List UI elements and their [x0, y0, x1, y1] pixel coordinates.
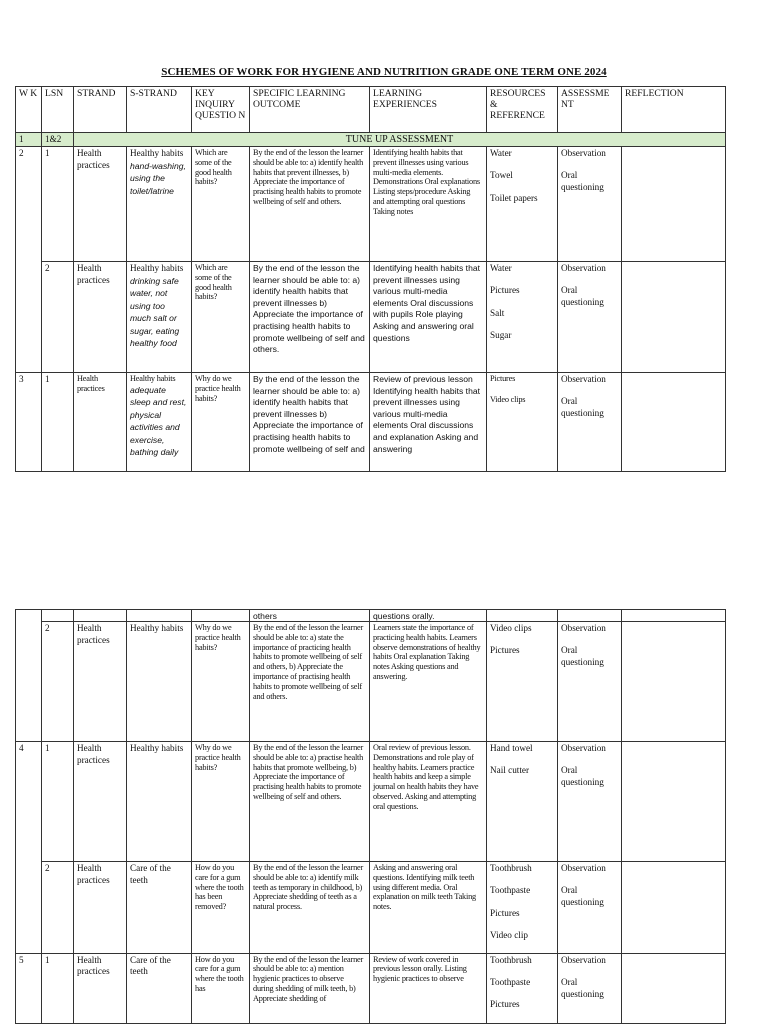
reflection-cell — [622, 147, 726, 262]
table-row — [16, 862, 726, 954]
reflection-cell — [622, 742, 726, 862]
resource-item: Video clips — [490, 623, 532, 633]
outcome-cell: By the end of the lesson the learner should be able to: a) identify health habits that prevent illnesses, b) Appreciate the importance of practising health habits to promote wellbeing of self and others. — [250, 147, 370, 262]
resources-cell — [487, 622, 558, 742]
reflection-cell — [622, 610, 726, 622]
resource-item: Pictures — [490, 999, 520, 1010]
week-cell — [16, 862, 42, 954]
week-cell — [16, 622, 42, 742]
strand-cell: Health practices — [74, 373, 127, 472]
header-learning-experiences: LEARNING EXPERIENCES — [370, 87, 487, 133]
resource-item: Nail cutter — [490, 765, 530, 776]
substrand-cell: Healthy habits — [127, 622, 192, 742]
reflection-cell — [622, 622, 726, 742]
resource-item: Toilet papers — [490, 192, 538, 203]
assessment-cell — [558, 862, 622, 954]
experiences-cell: Identifying health habits that prevent illnesses using various multi-media elements. Demonstrations Oral explanations Listing steps/procedure Asking and attempting oral questions Taking notes — [370, 147, 487, 262]
substrand-cell — [127, 147, 192, 262]
header-strand: STRAND — [74, 87, 127, 133]
reflection-cell — [622, 373, 726, 472]
tune-up-lsn: 1&2 — [42, 133, 74, 147]
resource-item: Sugar — [490, 330, 512, 341]
header-reflection: REFLECTION — [622, 87, 726, 133]
resource-item: Pictures — [490, 645, 520, 656]
tune-up-week: 1 — [16, 133, 42, 147]
assessment-item: Observation — [561, 263, 606, 273]
outcome-cell: By the end of the lesson the learner should be able to: a) identify milk teeth as temporary in childhood, b) Appreciate shedding of teeth as a natural process. — [250, 862, 370, 954]
assessment-cell — [558, 622, 622, 742]
strand-cell: Health practices — [74, 622, 127, 742]
question-cell: How do you care for a gum where the tooth has been removed? — [192, 862, 250, 954]
assessment-item: Oral questioning — [561, 396, 604, 418]
resource-item: Toothbrush — [490, 863, 532, 873]
resource-item: Pictures — [490, 374, 516, 383]
resources-cell — [487, 953, 558, 1023]
table-header-row — [16, 87, 726, 133]
experiences-cell: Oral review of previous lesson. Demonstrations and role play of healthy habits. Learners practice health habits and keep a simple journal on health habits they have observed. Asking and attempting oral questions. — [370, 742, 487, 862]
assessment-cell — [558, 953, 622, 1023]
header-substrand: S-STRAND — [127, 87, 192, 133]
table-row — [16, 742, 726, 862]
resource-item: Towel — [490, 170, 513, 181]
outcome-cell: By the end of the lesson the learner should be able to: a) practise health habits that promote wellbeing, b) Appreciate the importance of practising health habits to promote wellbeing of self and others. — [250, 742, 370, 862]
header-wk: W K — [16, 87, 42, 133]
outcome-cell: By the end of the lesson the learner should be able to: a) identify health habits that prevent illnesses b) Appreciate the importance of practising health habits to promote wellbeing of self and others. — [250, 262, 370, 373]
assessment-cell — [558, 147, 622, 262]
experiences-cell: Identifying health habits that prevent illnesses using various multi-media elements Oral discussions with pupils Role playing Asking and answering oral questions — [370, 262, 487, 373]
header-assessment: ASSESSME NT — [558, 87, 622, 133]
assessment-item: Observation — [561, 148, 606, 158]
experiences-cell: Learners state the importance of practicing health habits. Learners observe demonstrations of healthy habits Oral explanation Taking notes Asking questions and answering. — [370, 622, 487, 742]
question-cell: Which are some of the good health habits? — [192, 262, 250, 373]
header-resources: RESOURCES & REFERENCE — [487, 87, 558, 133]
resource-item: Toothpaste — [490, 885, 531, 896]
assessment-item: Oral questioning — [561, 170, 604, 192]
resource-item: Water — [490, 148, 512, 158]
document-title: SCHEMES OF WORK FOR HYGIENE AND NUTRITION GRADE ONE TERM ONE 2024 — [161, 66, 607, 78]
lesson-cell: 1 — [42, 953, 74, 1023]
header-key-question: KEY INQUIRY QUESTIO N — [192, 87, 250, 133]
question-cell: Why do we practice health habits? — [192, 373, 250, 472]
assessment-item: Observation — [561, 743, 606, 753]
scheme-table-page1 — [15, 86, 726, 472]
resource-item: Water — [490, 263, 512, 273]
week-cell: 4 — [16, 742, 42, 862]
outcome-cell: By the end of the lesson the learner should be able to: a) state the importance of practicing health habits to promote wellbeing of self and others, b) Appreciate the importance of practising health habits to promote wellbeing of self and others. — [250, 622, 370, 742]
question-cell: How do you care for a gum where the tooth has — [192, 953, 250, 1023]
substrand-detail: drinking safe water, not using too much salt or sugar, eating healthy food — [130, 275, 180, 349]
question-cell — [192, 610, 250, 622]
assessment-cell — [558, 610, 622, 622]
table-row — [16, 953, 726, 1023]
resource-item: Pictures — [490, 907, 520, 918]
table-row — [16, 147, 726, 262]
strand-cell: Health practices — [74, 953, 127, 1023]
continuation-row — [16, 610, 726, 622]
assessment-item: Observation — [561, 954, 606, 965]
assessment-item: Observation — [561, 623, 606, 633]
lesson-cell: 2 — [42, 262, 74, 373]
question-cell: Why do we practice health habits? — [192, 742, 250, 862]
outcome-cell: By the end of the lesson the learner should be able to: a) mention hygienic practices to observe during shedding of milk teeth, b) Appreciate shedding of — [250, 953, 370, 1023]
resources-cell — [487, 610, 558, 622]
substrand-title: Healthy habits — [130, 374, 176, 383]
resources-cell — [487, 262, 558, 373]
lesson-cell: 1 — [42, 742, 74, 862]
substrand-cell: Care of the teeth — [127, 953, 192, 1023]
resources-cell — [487, 373, 558, 472]
substrand-title: Healthy habits — [130, 148, 184, 158]
substrand-detail: adequate sleep and rest, physical activities and exercise, bathing daily — [130, 384, 187, 458]
experiences-cell: Asking and answering oral questions. Identifying milk teeth using different media. Oral explanation on milk teeth Taking notes. — [370, 862, 487, 954]
tune-up-label: TUNE UP ASSESSMENT — [74, 133, 726, 147]
assessment-cell — [558, 262, 622, 373]
resource-item: Pictures — [490, 285, 520, 296]
experiences-cell: questions orally. — [370, 610, 487, 622]
outcome-cell: By the end of the lesson the learner should be able to: a) identify health habits that prevent illnesses b) Appreciate the importance of practising health habits to promote wellbeing of self and — [250, 373, 370, 472]
week-cell: 3 — [16, 373, 42, 472]
assessment-item: Oral questioning — [561, 885, 604, 907]
resource-item: Salt — [490, 307, 505, 318]
resource-item: Video clips — [490, 394, 526, 404]
week-cell — [16, 610, 42, 622]
substrand-cell — [127, 610, 192, 622]
assessment-item: Oral questioning — [561, 976, 604, 999]
scheme-table-page2 — [15, 609, 726, 1024]
resources-cell — [487, 147, 558, 262]
resource-item: Video clip — [490, 930, 528, 941]
substrand-cell: Healthy habits — [127, 742, 192, 862]
resources-cell — [487, 742, 558, 862]
substrand-detail: hand-washing, using the toilet/latrine — [130, 160, 186, 196]
reflection-cell — [622, 262, 726, 373]
question-cell: Which are some of the good health habits? — [192, 147, 250, 262]
assessment-item: Oral questioning — [561, 285, 604, 307]
experiences-cell: Review of work covered in previous lesson orally. Listing hygienic practices to observe — [370, 953, 487, 1023]
resource-item: Toothbrush — [490, 954, 532, 965]
table-row — [16, 622, 726, 742]
lesson-cell: 2 — [42, 862, 74, 954]
table-row — [16, 262, 726, 373]
strand-cell: Health practices — [74, 147, 127, 262]
reflection-cell — [622, 862, 726, 954]
substrand-cell — [127, 373, 192, 472]
lesson-cell: 2 — [42, 622, 74, 742]
assessment-item: Observation — [561, 863, 606, 873]
question-cell: Why do we practice health habits? — [192, 622, 250, 742]
outcome-cell: others — [250, 610, 370, 622]
assessment-item: Oral questioning — [561, 765, 604, 787]
strand-cell: Health practices — [74, 262, 127, 373]
substrand-cell — [127, 262, 192, 373]
week-cell: 5 — [16, 953, 42, 1023]
resource-item: Toothpaste — [490, 976, 531, 987]
resources-cell — [487, 862, 558, 954]
substrand-cell: Care of the teeth — [127, 862, 192, 954]
assessment-cell — [558, 742, 622, 862]
strand-cell — [74, 610, 127, 622]
experiences-cell: Review of previous lesson Identifying health habits that prevent illnesses using various multi-media elements Oral discussions and explanation Asking and answering — [370, 373, 487, 472]
assessment-cell — [558, 373, 622, 472]
substrand-title: Healthy habits — [130, 263, 184, 273]
header-lsn: LSN — [42, 87, 74, 133]
resource-item: Hand towel — [490, 743, 533, 753]
lesson-cell: 1 — [42, 147, 74, 262]
tune-up-row — [16, 133, 726, 147]
reflection-cell — [622, 953, 726, 1023]
strand-cell: Health practices — [74, 742, 127, 862]
strand-cell: Health practices — [74, 862, 127, 954]
lesson-cell: 1 — [42, 373, 74, 472]
lesson-cell — [42, 610, 74, 622]
header-learning-outcome: SPECIFIC LEARNING OUTCOME — [250, 87, 370, 133]
assessment-item: Observation — [561, 374, 606, 384]
week-cell: 2 — [16, 147, 42, 262]
table-row — [16, 373, 726, 472]
week-cell — [16, 262, 42, 373]
assessment-item: Oral questioning — [561, 645, 604, 667]
